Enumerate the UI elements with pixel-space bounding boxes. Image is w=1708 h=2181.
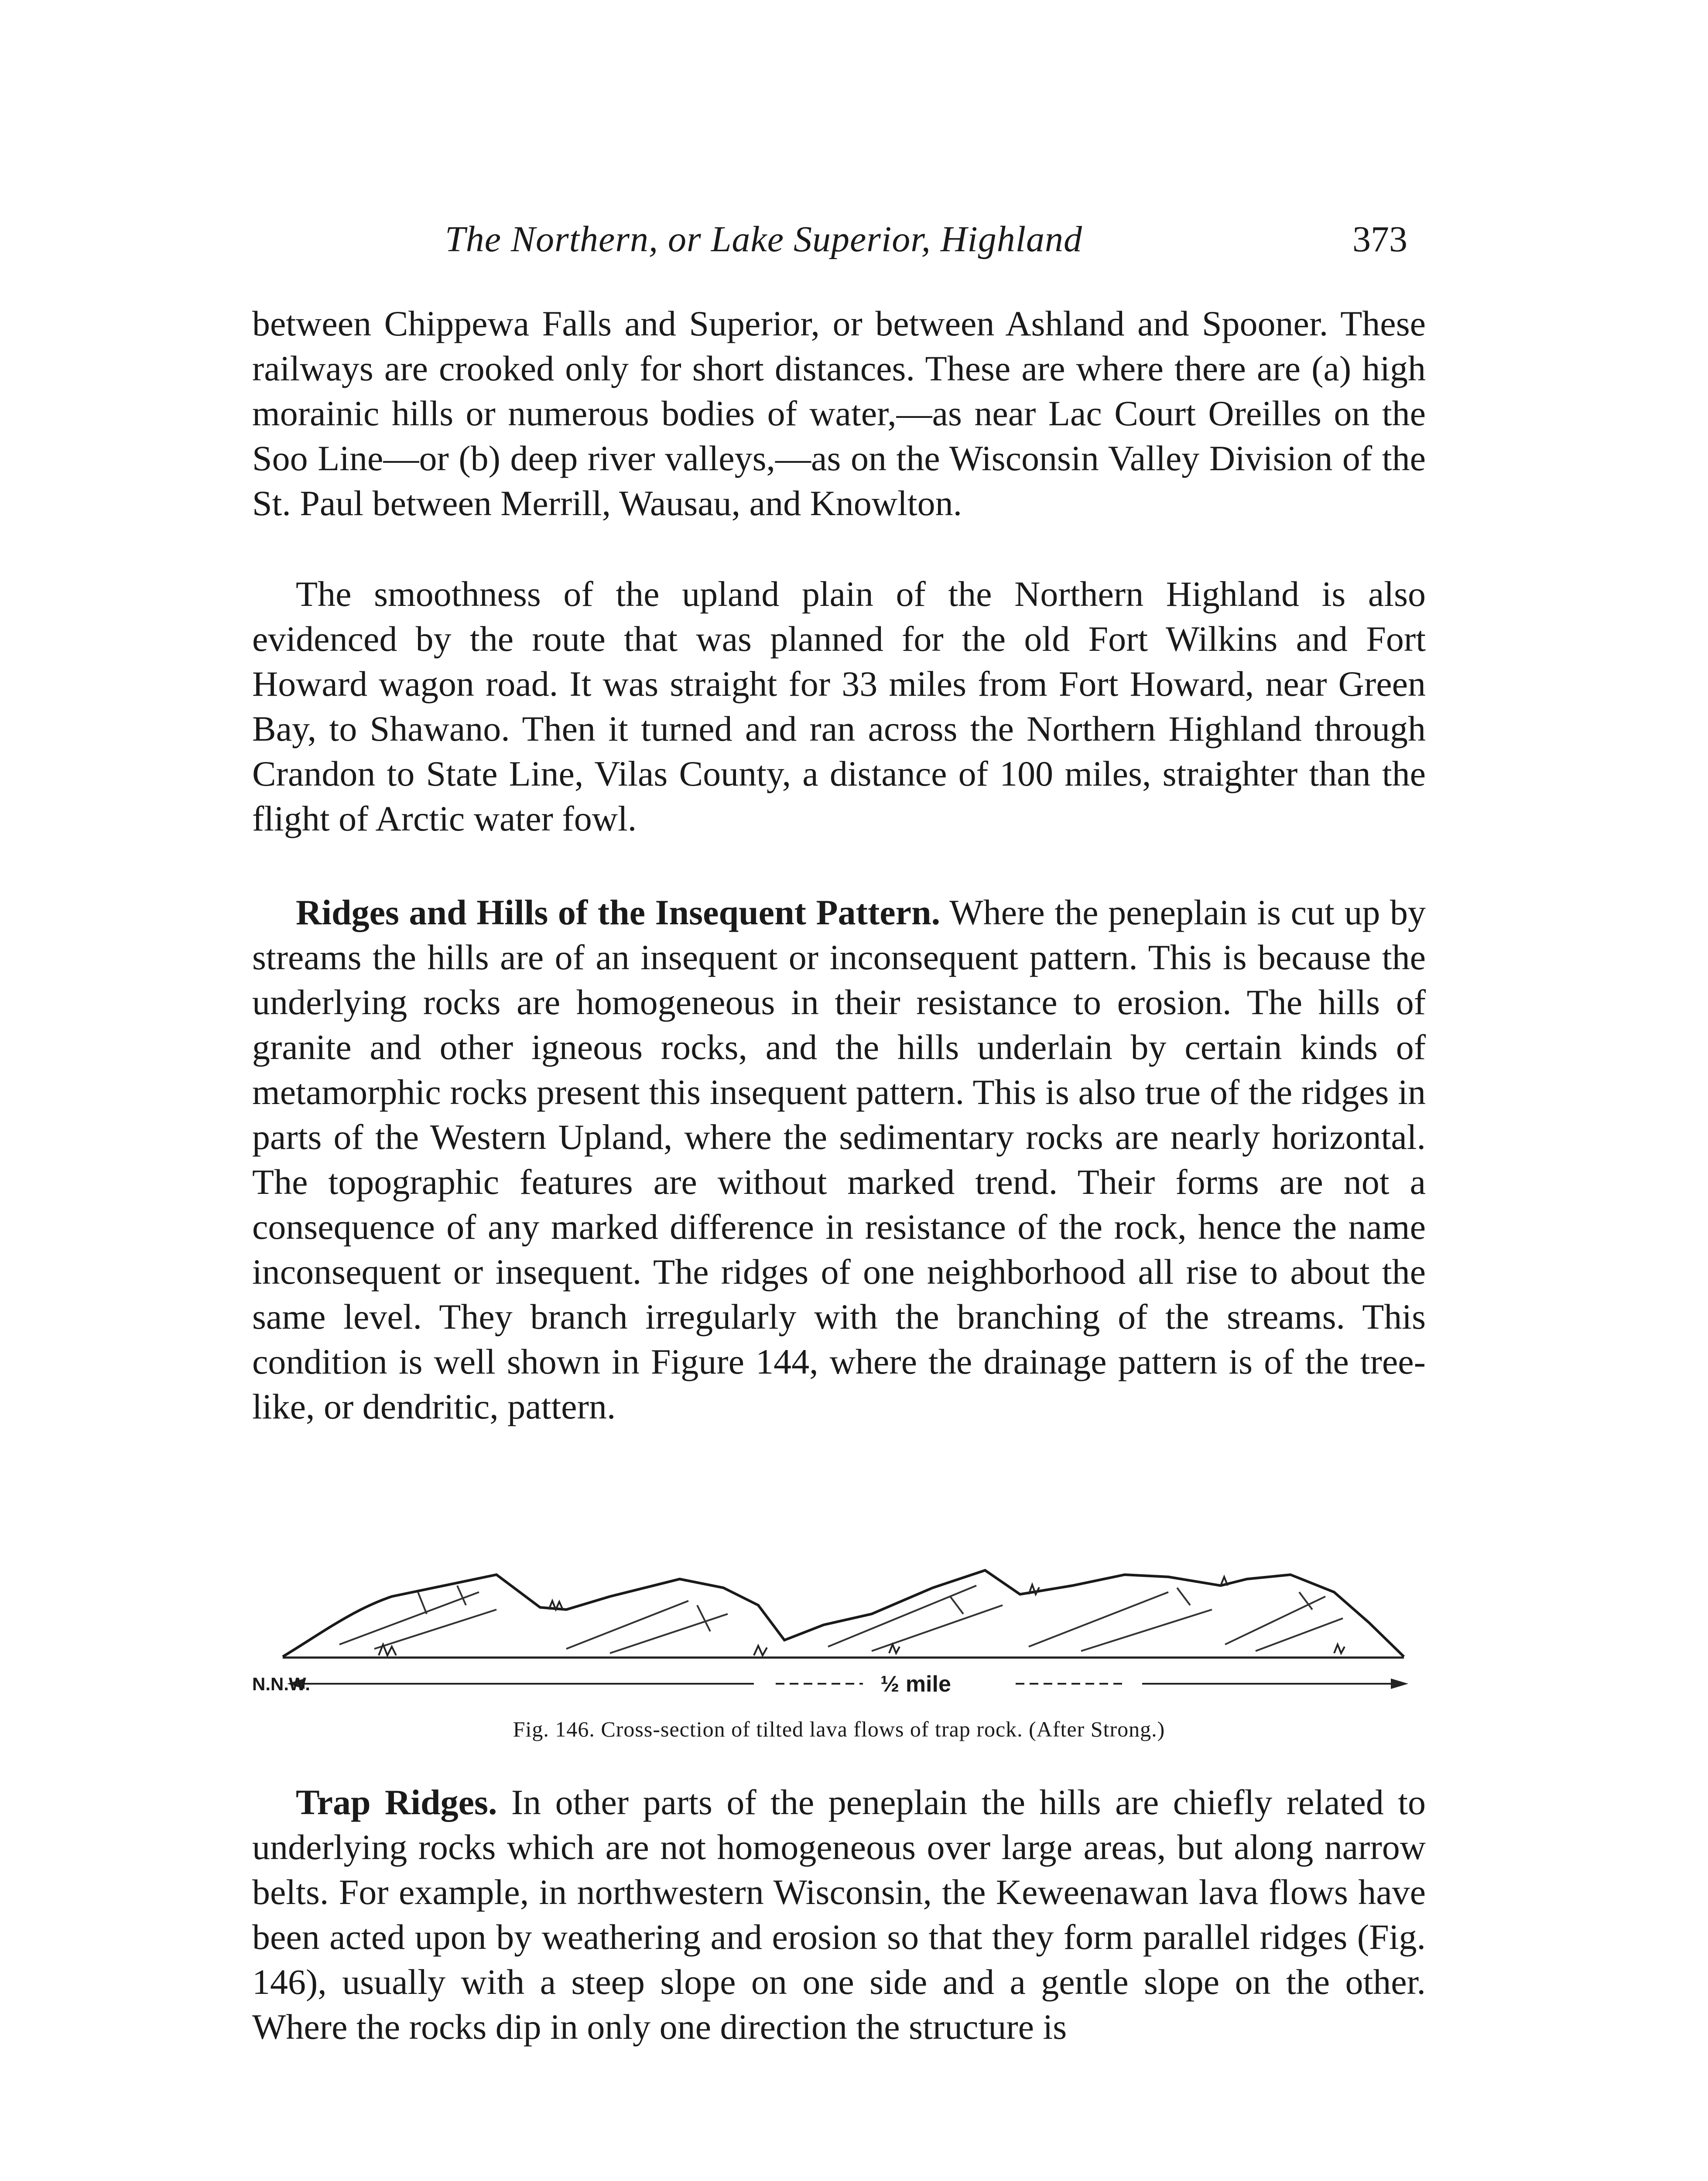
section-body: Where the peneplain is cut up by streams the hills are of an insequent or inconsequent pattern. This is because the underlying rocks are homogeneous in their resistance to erosion. The hills of granite and other igneous rocks, and the hills underlain by certain kinds of metamorphic rocks present this insequent pattern. This is also true of the ridges in parts of the Western Upland, where the sedimentary rocks are nearly horizontal. The topographic features are without marked trend. Their forms are not a consequence of any marked difference in resistance of the rock, hence the name inconsequent or insequent. The ridges of one neighborhood all rise to about the same level. They branch irregularly with the branching of the streams. This condition is well shown in Figure 144, where the drainage pattern is of the tree-like, or dendritic, pattern. xyxy=(252,892,1426,1426)
flow-line xyxy=(374,1610,496,1649)
flow-line xyxy=(1225,1596,1325,1644)
section-body: In other parts of the peneplain the hills are chiefly related to underlying rocks which are not homogeneous over large areas, but along narrow belts. For example, in northwestern Wisconsin, the Keweenawan lava flows have been acted upon by weathering and erosion so that they form parallel ridges (Fig. 146), usually with a steep slope on one side and a gentle slope on the other. Where the rocks dip in only one direction the structure is xyxy=(252,1782,1426,2047)
flow-line xyxy=(566,1601,688,1649)
cross-section-diagram xyxy=(252,1544,1426,1706)
direction-label: N.N.W. xyxy=(252,1674,310,1694)
lava-flow-lines xyxy=(339,1586,1343,1653)
section-insequent-pattern xyxy=(252,890,1426,1429)
paragraph-text: between Chippewa Falls and Superior, or between Ashland and Spooner. These railways are crooked only for short distances. These are where there are (a) high morainic hills or numerous bodies of water,—as near Lac Court Oreilles on the Soo Line—or (b) deep river valleys,—as on the Wisconsin Valley Division of the St. Paul between Merrill, Wausau, and Knowlton. xyxy=(252,304,1426,523)
paragraph-continued xyxy=(252,301,1426,526)
running-head: The Northern, or Lake Superior, Highland xyxy=(445,219,1083,260)
figure-146 xyxy=(252,1544,1426,1706)
section-trap-ridges xyxy=(252,1780,1426,2049)
section-heading: Ridges and Hills of the Insequent Pattern. xyxy=(296,892,941,932)
page-number: 373 xyxy=(1352,219,1407,260)
paragraph-text: The smoothness of the upland plain of the Northern Highland is also evidenced by the route that was planned for the old Fort Wilkins and Fort Howard wagon road. It was straight for 33 miles from Fort Howard, near Green Bay, to Shawano. Then it turned and ran across the Northern Highland through Crandon to State Line, Vilas County, a distance of 100 miles, straighter than the flight of Arctic water fowl. xyxy=(252,574,1426,838)
flow-line xyxy=(1081,1610,1212,1651)
paragraph-text xyxy=(252,1780,1426,2049)
scale-label: ½ mile xyxy=(880,1672,951,1697)
figure-caption: Fig. 146. Cross-section of tilted lava flows of trap rock. (After Strong.) xyxy=(513,1717,1165,1741)
ridge-profile xyxy=(283,1570,1404,1657)
arrowhead-right xyxy=(1391,1678,1408,1689)
paragraph-upland-plain xyxy=(252,571,1426,841)
flow-line xyxy=(828,1586,976,1647)
paragraph-text xyxy=(252,890,1426,1429)
flow-line xyxy=(339,1592,479,1644)
section-heading: Trap Ridges. xyxy=(296,1782,497,1822)
flow-line xyxy=(872,1605,1003,1651)
flow-line xyxy=(1029,1592,1168,1647)
flow-line xyxy=(610,1614,728,1653)
